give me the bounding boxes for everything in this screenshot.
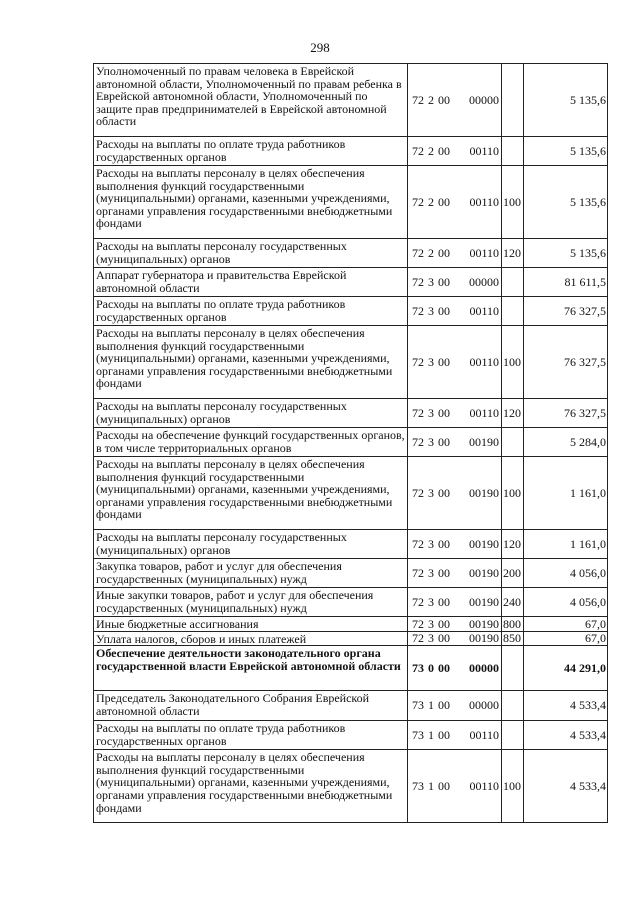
row-target-code: 00000 bbox=[454, 268, 502, 297]
row-amount: 67,0 bbox=[524, 617, 608, 632]
row-program-code: 73 1 00 bbox=[408, 721, 454, 750]
row-expense-type bbox=[502, 691, 524, 721]
row-expense-type: 120 bbox=[502, 530, 524, 559]
row-expense-type: 240 bbox=[502, 588, 524, 617]
row-expense-type: 120 bbox=[502, 239, 524, 268]
row-amount: 1 161,0 bbox=[524, 457, 608, 530]
row-target-code: 00190 bbox=[454, 530, 502, 559]
row-target-code: 00000 bbox=[454, 691, 502, 721]
table-row bbox=[94, 166, 608, 239]
row-expense-type: 120 bbox=[502, 399, 524, 428]
table-row bbox=[94, 631, 608, 646]
row-amount: 5 135,6 bbox=[524, 166, 608, 239]
budget-table-body bbox=[94, 64, 608, 823]
row-name: Иные закупки товаров, работ и услуг для обеспечения государственных (муниципальных) нужд bbox=[94, 588, 408, 617]
row-program-code: 73 0 00 bbox=[408, 646, 454, 691]
row-expense-type bbox=[502, 268, 524, 297]
table-row bbox=[94, 297, 608, 326]
row-program-code: 72 3 00 bbox=[408, 617, 454, 632]
row-amount: 81 611,5 bbox=[524, 268, 608, 297]
row-expense-type: 850 bbox=[502, 631, 524, 646]
row-amount: 4 056,0 bbox=[524, 559, 608, 588]
row-target-code: 00110 bbox=[454, 137, 502, 166]
row-program-code: 72 2 00 bbox=[408, 166, 454, 239]
row-expense-type: 200 bbox=[502, 559, 524, 588]
row-expense-type bbox=[502, 646, 524, 691]
table-row bbox=[94, 428, 608, 457]
row-program-code: 72 3 00 bbox=[408, 559, 454, 588]
table-row bbox=[94, 691, 608, 721]
row-target-code: 00110 bbox=[454, 750, 502, 823]
row-name: Расходы на выплаты персоналу в целях обеспечения выполнения функций государственными (муниципальными) органами, казенными учреждениями, органами управления государственными внебюджетными фондами bbox=[94, 326, 408, 399]
table-row bbox=[94, 617, 608, 632]
row-amount: 4 533,4 bbox=[524, 691, 608, 721]
row-amount: 4 533,4 bbox=[524, 750, 608, 823]
row-amount: 5 284,0 bbox=[524, 428, 608, 457]
row-target-code: 00000 bbox=[454, 64, 502, 137]
row-expense-type: 100 bbox=[502, 326, 524, 399]
row-target-code: 00190 bbox=[454, 588, 502, 617]
table-row bbox=[94, 457, 608, 530]
row-expense-type bbox=[502, 137, 524, 166]
row-name: Уполномоченный по правам человека в Еврейской автономной области, Уполномоченный по правам ребенка в Еврейской автономной области, Уполномоченный по защите прав предпринимателей в Еврейской автономной области bbox=[94, 64, 408, 137]
row-program-code: 72 3 00 bbox=[408, 588, 454, 617]
table-row bbox=[94, 530, 608, 559]
table-row bbox=[94, 399, 608, 428]
row-target-code: 00110 bbox=[454, 326, 502, 399]
row-amount: 4 533,4 bbox=[524, 721, 608, 750]
row-amount: 76 327,5 bbox=[524, 326, 608, 399]
row-expense-type bbox=[502, 297, 524, 326]
row-expense-type: 800 bbox=[502, 617, 524, 632]
row-target-code: 00190 bbox=[454, 428, 502, 457]
row-expense-type bbox=[502, 721, 524, 750]
table-row bbox=[94, 268, 608, 297]
row-program-code: 72 3 00 bbox=[408, 457, 454, 530]
row-target-code: 00190 bbox=[454, 559, 502, 588]
table-row bbox=[94, 239, 608, 268]
budget-table bbox=[93, 63, 608, 823]
row-target-code: 00190 bbox=[454, 457, 502, 530]
row-amount: 67,0 bbox=[524, 631, 608, 646]
row-expense-type: 100 bbox=[502, 166, 524, 239]
row-amount: 4 056,0 bbox=[524, 588, 608, 617]
row-name: Уплата налогов, сборов и иных платежей bbox=[94, 631, 408, 646]
row-target-code: 00110 bbox=[454, 166, 502, 239]
row-target-code: 00110 bbox=[454, 721, 502, 750]
row-amount: 76 327,5 bbox=[524, 399, 608, 428]
row-name: Расходы на выплаты персоналу государственных (муниципальных) органов bbox=[94, 399, 408, 428]
row-program-code: 72 2 00 bbox=[408, 64, 454, 137]
row-name: Расходы на выплаты персоналу в целях обеспечения выполнения функций государственными (муниципальными) органами, казенными учреждениями, органами управления государственными внебюджетными фондами bbox=[94, 166, 408, 239]
row-name: Расходы на выплаты персоналу в целях обеспечения выполнения функций государственными (муниципальными) органами, казенными учреждениями, органами управления государственными внебюджетными фондами bbox=[94, 750, 408, 823]
row-name: Расходы на выплаты по оплате труда работников государственных органов bbox=[94, 297, 408, 326]
row-program-code: 72 2 00 bbox=[408, 137, 454, 166]
table-row bbox=[94, 559, 608, 588]
row-expense-type: 100 bbox=[502, 457, 524, 530]
row-expense-type bbox=[502, 64, 524, 137]
row-target-code: 00190 bbox=[454, 631, 502, 646]
table-row bbox=[94, 326, 608, 399]
table-row bbox=[94, 137, 608, 166]
row-name: Иные бюджетные ассигнования bbox=[94, 617, 408, 632]
row-target-code: 00110 bbox=[454, 399, 502, 428]
row-amount: 5 135,6 bbox=[524, 239, 608, 268]
row-name: Расходы на обеспечение функций государственных органов, в том числе территориальных органов bbox=[94, 428, 408, 457]
row-program-code: 72 3 00 bbox=[408, 530, 454, 559]
row-name: Закупка товаров, работ и услуг для обеспечения государственных (муниципальных) нужд bbox=[94, 559, 408, 588]
row-program-code: 72 3 00 bbox=[408, 428, 454, 457]
table-row bbox=[94, 646, 608, 691]
row-program-code: 72 2 00 bbox=[408, 239, 454, 268]
row-target-code: 00110 bbox=[454, 297, 502, 326]
row-program-code: 72 3 00 bbox=[408, 326, 454, 399]
row-program-code: 72 3 00 bbox=[408, 297, 454, 326]
row-name: Расходы на выплаты персоналу в целях обеспечения выполнения функций государственными (муниципальными) органами, казенными учреждениями, органами управления государственными внебюджетными фондами bbox=[94, 457, 408, 530]
table-row bbox=[94, 588, 608, 617]
row-program-code: 72 3 00 bbox=[408, 631, 454, 646]
row-name: Расходы на выплаты персоналу государственных (муниципальных) органов bbox=[94, 530, 408, 559]
table-row bbox=[94, 721, 608, 750]
table-row bbox=[94, 64, 608, 137]
row-program-code: 73 1 00 bbox=[408, 691, 454, 721]
row-name: Расходы на выплаты по оплате труда работников государственных органов bbox=[94, 721, 408, 750]
row-amount: 5 135,6 bbox=[524, 137, 608, 166]
row-target-code: 00190 bbox=[454, 617, 502, 632]
row-expense-type: 100 bbox=[502, 750, 524, 823]
row-program-code: 73 1 00 bbox=[408, 750, 454, 823]
row-program-code: 72 3 00 bbox=[408, 268, 454, 297]
row-name: Расходы на выплаты по оплате труда работников государственных органов bbox=[94, 137, 408, 166]
row-amount: 44 291,0 bbox=[524, 646, 608, 691]
row-amount: 5 135,6 bbox=[524, 64, 608, 137]
row-name: Аппарат губернатора и правительства Еврейской автономной области bbox=[94, 268, 408, 297]
table-row bbox=[94, 750, 608, 823]
row-name: Обеспечение деятельности законодательного органа государственной власти Еврейской автономной области bbox=[94, 646, 408, 691]
row-name: Расходы на выплаты персоналу государственных (муниципальных) органов bbox=[94, 239, 408, 268]
row-expense-type bbox=[502, 428, 524, 457]
row-target-code: 00000 bbox=[454, 646, 502, 691]
row-amount: 1 161,0 bbox=[524, 530, 608, 559]
row-program-code: 72 3 00 bbox=[408, 399, 454, 428]
row-target-code: 00110 bbox=[454, 239, 502, 268]
page-number: 298 bbox=[310, 40, 330, 55]
row-name: Председатель Законодательного Собрания Еврейской автономной области bbox=[94, 691, 408, 721]
row-amount: 76 327,5 bbox=[524, 297, 608, 326]
